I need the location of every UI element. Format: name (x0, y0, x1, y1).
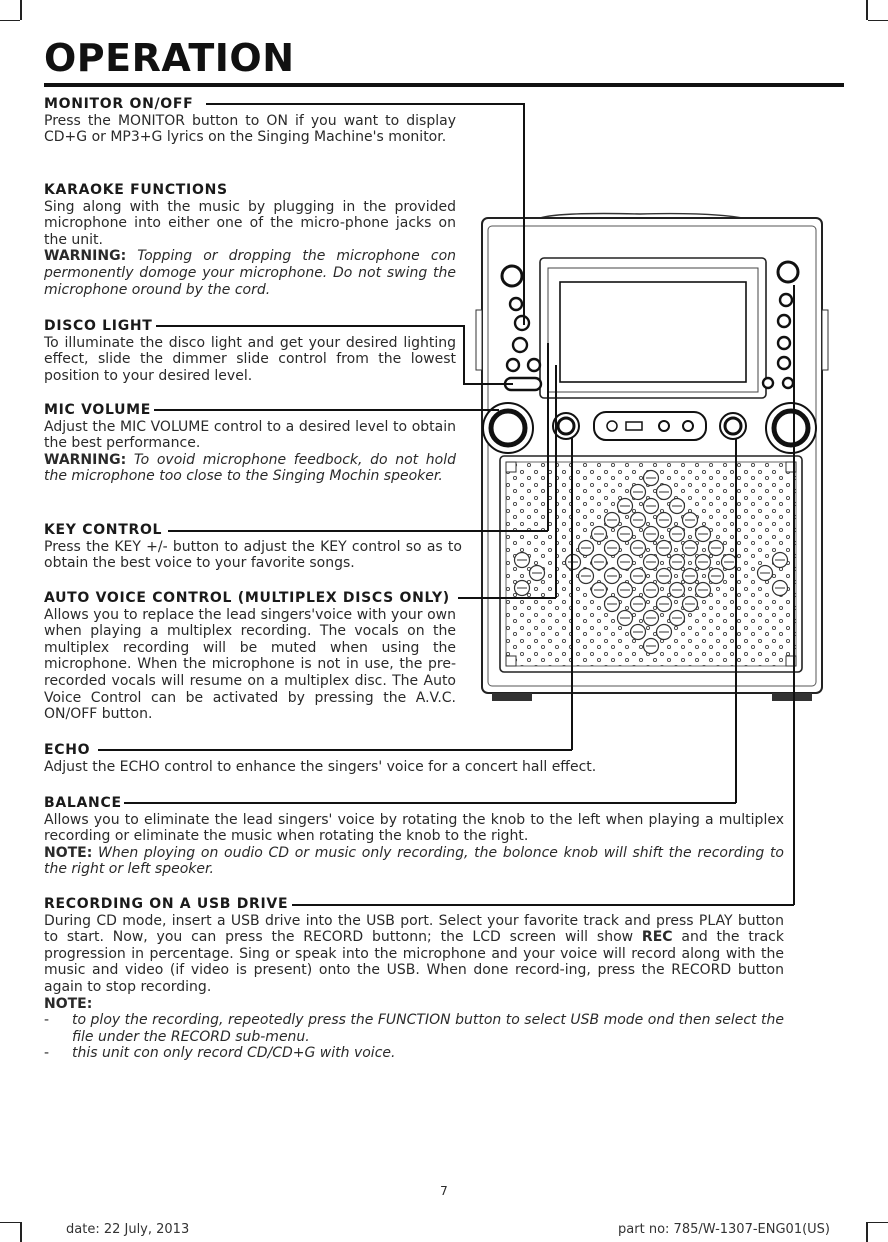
section-body: Adjust the ECHO control to enhance the singers' voice for a concert hall effect. (44, 758, 597, 775)
note-label: NOTE: (44, 844, 93, 861)
grill-dot (670, 499, 685, 514)
grill-dot (657, 541, 672, 556)
warning-label: WARNING: (44, 451, 127, 468)
grill-dot (773, 553, 788, 568)
leader-line-usb (793, 285, 795, 905)
grill-dot (644, 639, 659, 654)
section-heading: RECORDING ON A USB DRIVE (44, 896, 289, 912)
list-item (44, 1045, 784, 1062)
grill-dot (644, 527, 659, 542)
section-body: Sing along with the music by plugging in the provided microphone into either one of the micro-phone jacks on the unit. (44, 198, 456, 248)
warning-label: WARNING: (44, 248, 127, 265)
leader-line-disco (463, 383, 513, 385)
section-heading: BALANCE (44, 795, 122, 811)
list-item-text: this unit con only record CD/CD+G with voice. (72, 1045, 396, 1062)
grill-dot (758, 566, 773, 581)
grill-dot (644, 583, 659, 598)
section-heading: ECHO (44, 742, 91, 758)
grill-dot (644, 611, 659, 626)
grill-dot (631, 625, 646, 640)
grill-dot (670, 527, 685, 542)
warning-text: Topping or dropping the microphone con permonently domoge your microphone. Do not swing the microphone oround by the cord. (44, 248, 457, 298)
grill-dot (618, 583, 633, 598)
grill-dot (670, 583, 685, 598)
section-heading: KEY CONTROL (44, 522, 163, 538)
grill-dot (657, 513, 672, 528)
section-body: Press the KEY +/- button to adjust the KEY control so as to obtain the best voice to your favorite songs. (44, 538, 462, 572)
grill-dot (657, 485, 672, 500)
grill-dot (515, 553, 530, 568)
leader-line-key (547, 343, 549, 531)
grill-dot (631, 597, 646, 612)
grill-dot (683, 597, 698, 612)
grill-dot (631, 485, 646, 500)
warning-paragraph (44, 248, 456, 298)
grill-dot (592, 527, 607, 542)
leader-line-echo (571, 438, 573, 750)
grill-dot (644, 555, 659, 570)
grill-dot (530, 566, 545, 581)
grill-dot (696, 527, 711, 542)
grill-dot (709, 541, 724, 556)
section-disco-light (44, 318, 456, 384)
leader-line-avc (555, 365, 557, 598)
grill-dot (696, 555, 711, 570)
section-body (44, 913, 784, 996)
grill-dot (605, 597, 620, 612)
section-balance (44, 795, 784, 878)
note-paragraph (44, 845, 784, 878)
grill-dot (670, 555, 685, 570)
grill-dot (618, 611, 633, 626)
section-mic-volume (44, 402, 456, 485)
section-heading: KARAOKE FUNCTIONS (44, 182, 228, 198)
grill-dot (515, 581, 530, 596)
grill-dot (618, 527, 633, 542)
warning-paragraph (44, 452, 456, 485)
grill-dot (683, 569, 698, 584)
note-label: NOTE: (44, 995, 93, 1012)
list-dash: - (44, 1045, 50, 1062)
leader-line-monitor (523, 103, 525, 325)
section-heading: AUTO VOICE CONTROL (MULTIPLEX DISCS ONLY) (44, 590, 450, 606)
note-text: When ploying on oudio CD or music only recording, the bolonce knob will shift the recording to the right or left speoker. (44, 844, 784, 878)
section-monitor (44, 96, 456, 146)
section-heading: MONITOR ON/OFF (44, 96, 194, 112)
grill-dot (657, 569, 672, 584)
section-body: Allows you to eliminate the lead singers' voice by rotating the knob to the left when playing a multiplex recording or eliminate the music when rotating the knob to the right. (44, 811, 784, 845)
leader-line-avc (458, 597, 556, 599)
section-key-control (44, 522, 462, 572)
section-usb-recording (44, 896, 784, 1062)
list-dash: - (44, 1012, 50, 1029)
grill-dot (631, 569, 646, 584)
grill-dot (592, 555, 607, 570)
grill-dot (579, 541, 594, 556)
section-body: Adjust the MIC VOLUME control to a desired level to obtain the best performance. (44, 418, 456, 452)
warning-text: To ovoid microphone feedbock, do not hold the microphone too close to the Singing Mochin speoker. (44, 451, 457, 485)
grill-dot (605, 513, 620, 528)
list-item (44, 1012, 784, 1045)
grill-dot (605, 541, 620, 556)
grill-dot (566, 555, 581, 570)
footer-part-number: part no: 785/W-1307-ENG01(US) (618, 1222, 830, 1237)
grill-dot (631, 541, 646, 556)
section-heading: DISCO LIGHT (44, 318, 153, 334)
section-body: Allows you to replace the lead singers'voice with your own when playing a multiplex recording. The vocals on the multiplex recording will be muted when using the microphone. When the microphone is not in use, the pre-recorded vocals will resume on a multiplex disc. The Auto Voice Control can be activated by pressing the A.V.C. ON/OFF button. (44, 606, 456, 723)
note-list (44, 1012, 784, 1062)
usb-body-rec: REC (641, 929, 673, 946)
page-number: 7 (440, 1184, 448, 1198)
grill-dot (618, 555, 633, 570)
grill-dot (683, 541, 698, 556)
grill-dot (592, 583, 607, 598)
section-body: To illuminate the disco light and get your desired lighting effect, slide the dimmer slide control from the lowest position to your desired level. (44, 334, 456, 384)
grill-dot (670, 611, 685, 626)
page-title: OPERATION (44, 36, 295, 80)
section-body: Press the MONITOR button to ON if you want to display CD+G or MP3+G lyrics on the Singing Machine's monitor. (44, 112, 456, 146)
grill-dot (631, 513, 646, 528)
list-item-text: to ploy the recording, repeotedly press the FUNCTION button to select USB mode ond then select the file under the RECORD sub-menu. (72, 1012, 784, 1045)
usb-body-start: During CD mode, insert a USB drive into the USB port. Select your favorite track and press PLAY button to start. Now, you can press the RECORD buttonn; the LCD screen will show (44, 912, 784, 946)
grill-dot (696, 583, 711, 598)
section-karaoke (44, 182, 456, 298)
grill-dot (657, 597, 672, 612)
leader-line-disco (463, 325, 465, 384)
grill-dot (644, 471, 659, 486)
grill-dot (605, 569, 620, 584)
section-echo (44, 742, 784, 775)
grill-dot (683, 513, 698, 528)
footer-date: date: 22 July, 2013 (66, 1222, 190, 1237)
section-auto-voice-control (44, 590, 456, 723)
grill-dot (709, 569, 724, 584)
grill-dot (773, 581, 788, 596)
grill-dot (618, 499, 633, 514)
grill-dot (657, 625, 672, 640)
section-heading: MIC VOLUME (44, 402, 152, 418)
grill-dot (644, 499, 659, 514)
grill-dot (579, 569, 594, 584)
usb-body-end: and the track progression in percentage. Sing or speak into the microphone and your voice will record along with the music and video (if video is present) onto the USB. When done record-ing, press the RECORD button again to stop recording. (44, 929, 784, 995)
